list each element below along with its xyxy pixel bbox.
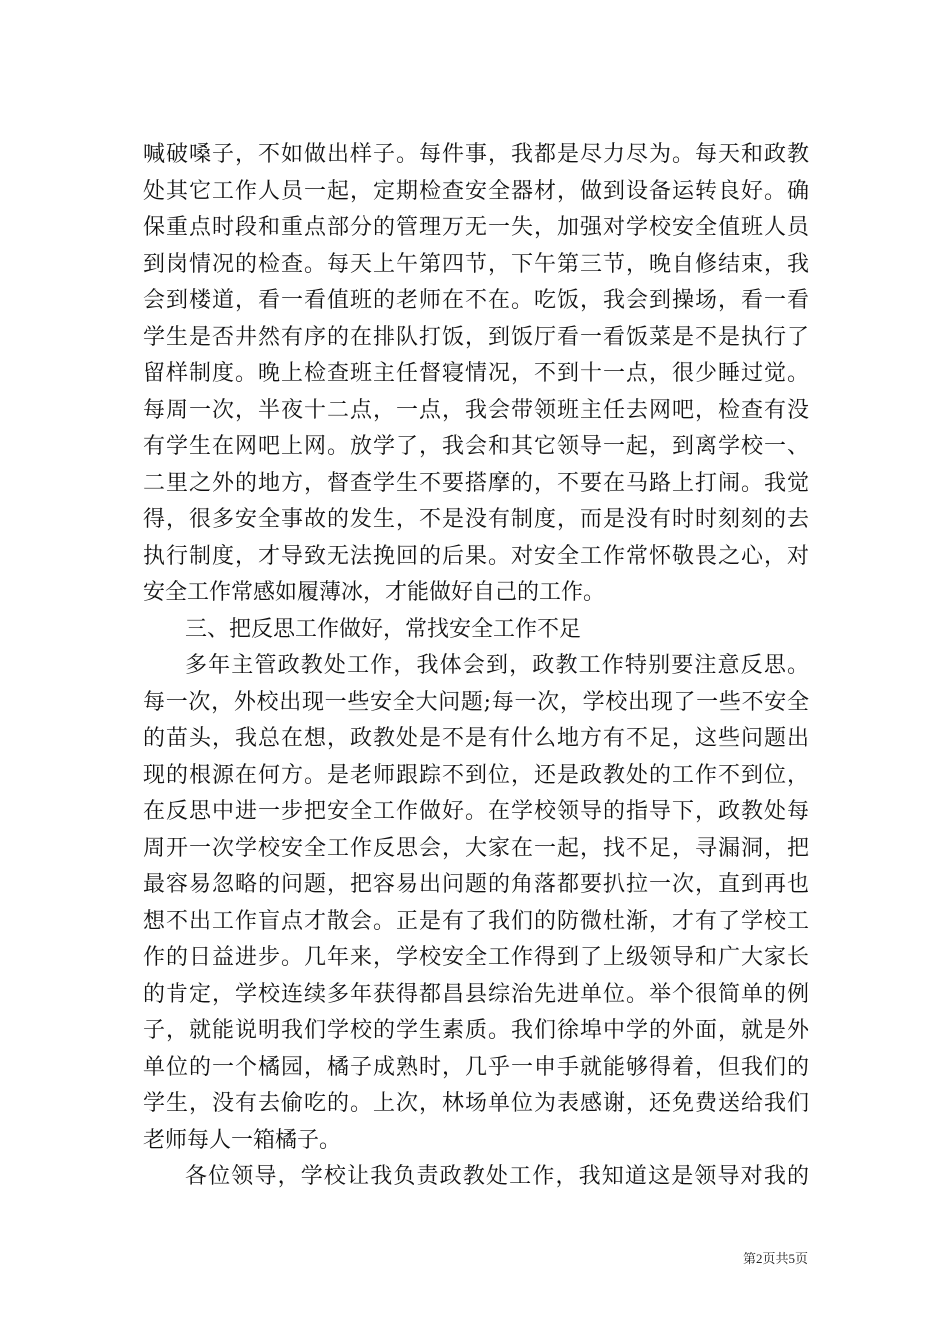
text-line: 单位的一个橘园，橘子成熟时，几乎一申手就能够得着，但我们的 xyxy=(143,1054,809,1080)
text-line: 现的根源在何方。是老师跟踪不到位，还是政教处的工作不到位， xyxy=(143,762,809,788)
text-line: 每周一次，半夜十二点，一点，我会带领班主任去网吧，检查有没 xyxy=(143,397,809,423)
text-line: 作的日益进步。几年来，学校安全工作得到了上级领导和广大家长 xyxy=(143,945,809,970)
text-line: 执行制度，才导致无法挽回的后果。对安全工作常怀敬畏之心，对 xyxy=(143,543,809,569)
text-line: 每一次，外校出现一些安全大问题;每一次，学校出现了一些不安全 xyxy=(143,689,809,715)
text-line: 处其它工作人员一起，定期检查安全器材，做到设备运转良好。确 xyxy=(143,178,809,204)
text-line: 安全工作常感如履薄冰，才能做好自己的工作。 xyxy=(143,580,606,605)
text-line: 学生是否井然有序的在排队打饭，到饭厅看一看饭菜是不是执行了 xyxy=(143,324,809,350)
text-line: 的苗头，我总在想，政教处是不是有什么地方有不足，这些问题出 xyxy=(143,726,809,751)
text-line: 有学生在网吧上网。放学了，我会和其它领导一起，到离学校一、 xyxy=(143,434,809,459)
text-line: 各位领导，学校让我负责政教处工作，我知道这是领导对我的 xyxy=(185,1164,809,1189)
text-line: 多年主管政教处工作，我体会到，政教工作特别要注意反思。 xyxy=(185,653,809,678)
text-line: 最容易忽略的问题，把容易出问题的角落都要扒拉一次，直到再也 xyxy=(143,872,809,897)
text-line: 保重点时段和重点部分的管理万无一失，加强对学校安全值班人员 xyxy=(143,215,809,240)
section-heading xyxy=(143,612,809,649)
text-line: 想不出工作盲点才散会。正是有了我们的防微杜渐，才有了学校工 xyxy=(143,908,809,934)
text-line: 学生，没有去偷吃的。上次，林场单位为表感谢，还免费送给我们 xyxy=(143,1091,809,1116)
text-line: 三、把反思工作做好，常找安全工作不足 xyxy=(185,616,582,642)
text-line: 到岗情况的检查。每天上午第四节，下午第三节，晚自修结束，我 xyxy=(143,251,809,277)
paragraph xyxy=(143,648,809,1159)
text-line: 在反思中进一步把安全工作做好。在学校领导的指导下，政教处每 xyxy=(143,799,809,824)
text-line: 周开一次学校安全工作反思会，大家在一起，找不足，寻漏洞，把 xyxy=(143,835,809,861)
text-line: 得，很多安全事故的发生，不是没有制度，而是没有时时刻刻的去 xyxy=(143,507,809,532)
paragraph xyxy=(143,137,809,612)
paragraph xyxy=(143,1159,809,1196)
text-line: 留样制度。晚上检查班主任督寝情况，不到十一点，很少睡过觉。 xyxy=(143,361,809,386)
text-line: 老师每人一箱橘子。 xyxy=(143,1127,342,1153)
text-line: 二里之外的地方，督查学生不要搭摩的，不要在马路上打闹。我觉 xyxy=(143,470,809,496)
page-number-footer: 第2页共5页 xyxy=(742,1251,808,1266)
document-body xyxy=(143,137,809,1196)
text-line: 会到楼道，看一看值班的老师在不在。吃饭，我会到操场，看一看 xyxy=(143,288,809,313)
text-line: 子，就能说明我们学校的学生素质。我们徐埠中学的外面，就是外 xyxy=(143,1018,809,1043)
text-line: 的肯定，学校连续多年获得都昌县综治先进单位。举个很简单的例 xyxy=(143,981,809,1007)
text-line: 喊破嗓子，不如做出样子。每件事，我都是尽力尽为。每天和政教 xyxy=(143,142,809,167)
